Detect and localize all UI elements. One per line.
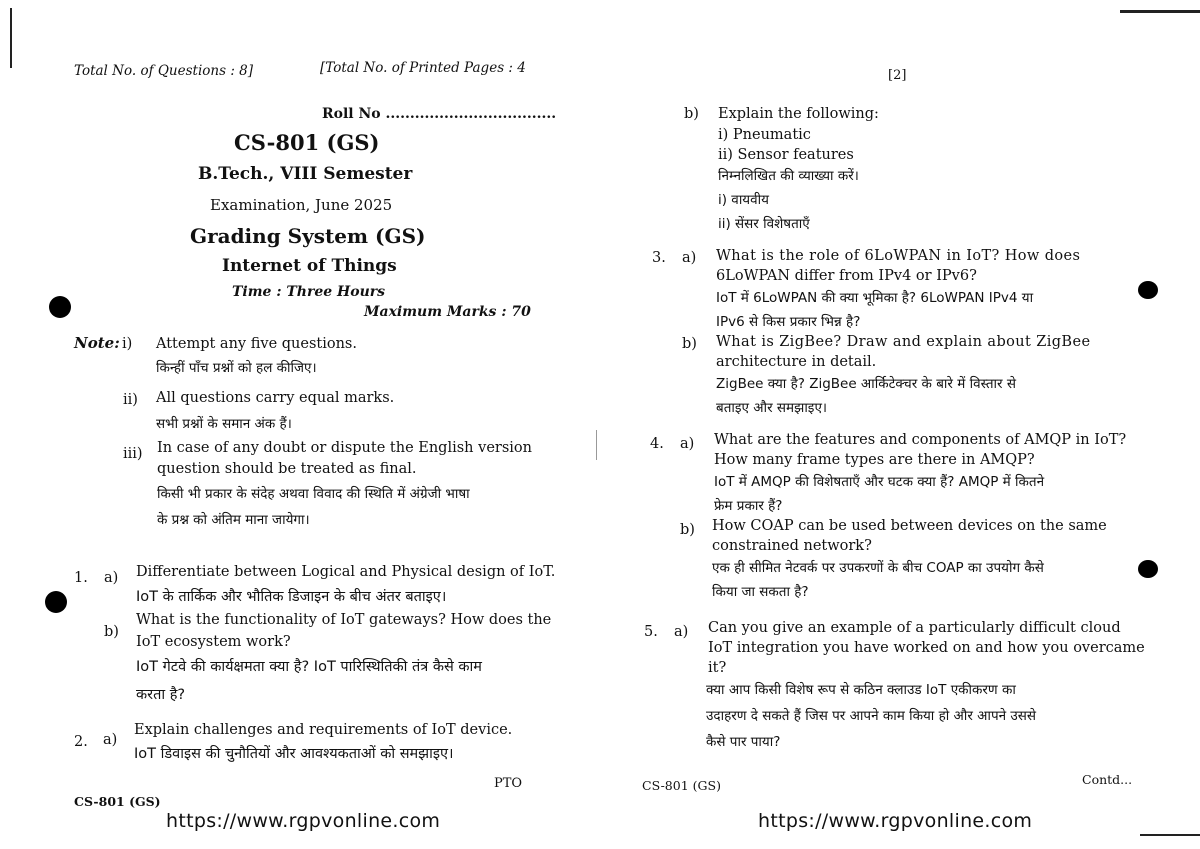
q3a-en1: What is the role of 6LoWPAN in IoT? How does (716, 248, 1081, 264)
q2a-label: a) (103, 732, 118, 748)
q3b-en1: What is ZigBee? Draw and explain about ZigBee (716, 334, 1091, 350)
q2a-hi: IoT डिवाइस की चुनौतियों और आवश्यकताओं को समझाइए। (134, 746, 454, 762)
left-footer-code: CS-801 (GS) (74, 794, 161, 809)
q2b-en: Explain the following: (718, 106, 879, 122)
q1a-hi: IoT के तार्किक और भौतिक डिजाइन के बीच अंतर बताइए। (136, 589, 447, 605)
q5a-label: a) (674, 624, 689, 640)
q5a-hi3: कैसे पार पाया? (706, 734, 781, 750)
q1b-en2: IoT ecosystem work? (136, 634, 291, 650)
q1b-en1: What is the functionality of IoT gateways? How does the (136, 612, 552, 628)
q3a-hi1: IoT में 6LoWPAN की क्या भूमिका है? 6LoWPAN IPv4 या (716, 290, 1034, 306)
q4b-en2: constrained network? (712, 538, 872, 554)
q4a-label: a) (680, 436, 695, 452)
degree: B.Tech., VIII Semester (198, 164, 413, 184)
q3b-hi1: ZigBee क्या है? ZigBee आर्किटेक्चर के बारे में विस्तार से (716, 376, 1016, 392)
q4b-label: b) (680, 522, 695, 538)
q5a-hi1: क्या आप किसी विशेष रूप से कठिन क्लाउड IoT एकीकरण का (706, 682, 1016, 698)
q3b-hi2: बताइए और समझाइए। (716, 400, 828, 416)
roll-no: Roll No ................................... (322, 106, 557, 122)
q5-number: 5. (644, 624, 658, 640)
punch-hole-mark (45, 591, 67, 613)
q5a-en2: IoT integration you have worked on and how you overcame (708, 640, 1145, 656)
max-marks: Maximum Marks : 70 (364, 304, 531, 320)
grading-system: Grading System (GS) (190, 224, 426, 248)
contd: Contd... (1082, 772, 1133, 787)
q4a-hi2: फ्रेम प्रकार हैं? (714, 498, 783, 514)
q1a-label: a) (104, 570, 119, 586)
right-source-url: https://www.rgpvonline.com (758, 810, 1033, 832)
note-i-hi: किन्हीं पाँच प्रश्नों को हल कीजिए। (156, 360, 317, 376)
note-ii-num: ii) (123, 392, 138, 408)
q4-number: 4. (650, 436, 664, 452)
punch-hole-mark (49, 296, 71, 318)
q3a-label: a) (682, 250, 697, 266)
note-iii-en2: question should be treated as final. (157, 461, 417, 477)
q2-number: 2. (74, 734, 88, 750)
right-footer-code: CS-801 (GS) (642, 778, 721, 793)
q5a-hi2: उदाहरण दे सकते हैं जिस पर आपने काम किया हो और आपने उससे (706, 708, 1037, 724)
fold-mark (596, 430, 597, 460)
paper-code: CS-801 (GS) (234, 130, 380, 155)
note-i-num: i) (122, 336, 133, 352)
scan-edge-mark (10, 8, 12, 68)
q4b-hi1: एक ही सीमित नेटवर्क पर उपकरणों के बीच COAP का उपयोग कैसे (712, 560, 1044, 576)
scan-edge-mark (1120, 10, 1200, 13)
q4b-en1: How COAP can be used between devices on the same (712, 518, 1107, 534)
total-questions: Total No. of Questions : 8] (74, 63, 254, 79)
q2b-i: i) Pneumatic (718, 127, 811, 143)
q3-number: 3. (652, 250, 666, 266)
punch-hole-mark (1138, 281, 1158, 299)
q4a-hi1: IoT में AMQP की विशेषताएँ और घटक क्या हैं? AMQP में कितने (714, 474, 1045, 490)
q4a-en2: How many frame types are there in AMQP? (714, 452, 1035, 468)
q2b-ii: ii) Sensor features (718, 147, 854, 163)
q3b-en2: architecture in detail. (716, 354, 877, 370)
q1-number: 1. (74, 570, 88, 586)
q1b-hi1: IoT गेटवे की कार्यक्षमता क्या है? IoT पारिस्थितिकी तंत्र कैसे काम (136, 659, 482, 675)
left-source-url: https://www.rgpvonline.com (166, 810, 441, 832)
q3a-hi2: IPv6 से किस प्रकार भिन्न है? (716, 314, 861, 330)
q5a-en3: it? (708, 660, 727, 676)
note-i-en: Attempt any five questions. (156, 336, 357, 352)
note-iii-en1: In case of any doubt or dispute the English version (157, 440, 532, 456)
q1b-label: b) (104, 624, 119, 640)
q1a-en: Differentiate between Logical and Physical design of IoT. (136, 564, 556, 580)
q2b-label: b) (684, 106, 699, 122)
note-iii-hi1: किसी भी प्रकार के संदेह अथवा विवाद की स्थिति में अंग्रेजी भाषा (157, 486, 470, 502)
q5a-en1: Can you give an example of a particularly difficult cloud (708, 620, 1121, 636)
note-ii-en: All questions carry equal marks. (156, 390, 395, 406)
q4b-hi2: किया जा सकता है? (712, 584, 809, 600)
page-number: [2] (888, 68, 907, 83)
q4a-en1: What are the features and components of AMQP in IoT? (714, 432, 1127, 448)
punch-hole-mark (1138, 560, 1158, 578)
q2b-hi-i: i) वायवीय (718, 192, 769, 208)
q3b-label: b) (682, 336, 697, 352)
subject: Internet of Things (222, 256, 397, 276)
note-ii-hi: सभी प्रश्नों के समान अंक हैं। (156, 416, 292, 432)
q2b-hi: निम्नलिखित की व्याख्या करें। (718, 168, 859, 184)
q2a-en: Explain challenges and requirements of IoT device. (134, 722, 513, 738)
note-iii-hi2: के प्रश्न को अंतिम माना जायेगा। (157, 512, 310, 528)
q2b-hi-ii: ii) सेंसर विशेषताएँ (718, 216, 810, 232)
q1b-hi2: करता है? (136, 687, 186, 703)
pto: PTO (494, 776, 523, 791)
note-label: Note: (74, 334, 120, 352)
scan-edge-mark (1140, 834, 1200, 836)
total-pages: [Total No. of Printed Pages : 4 (320, 60, 526, 76)
q3a-en2: 6LoWPAN differ from IPv4 or IPv6? (716, 268, 977, 284)
exam-time: Time : Three Hours (232, 284, 386, 300)
right-page (600, 0, 1200, 849)
note-iii-num: iii) (123, 446, 143, 462)
exam-session: Examination, June 2025 (210, 196, 393, 214)
